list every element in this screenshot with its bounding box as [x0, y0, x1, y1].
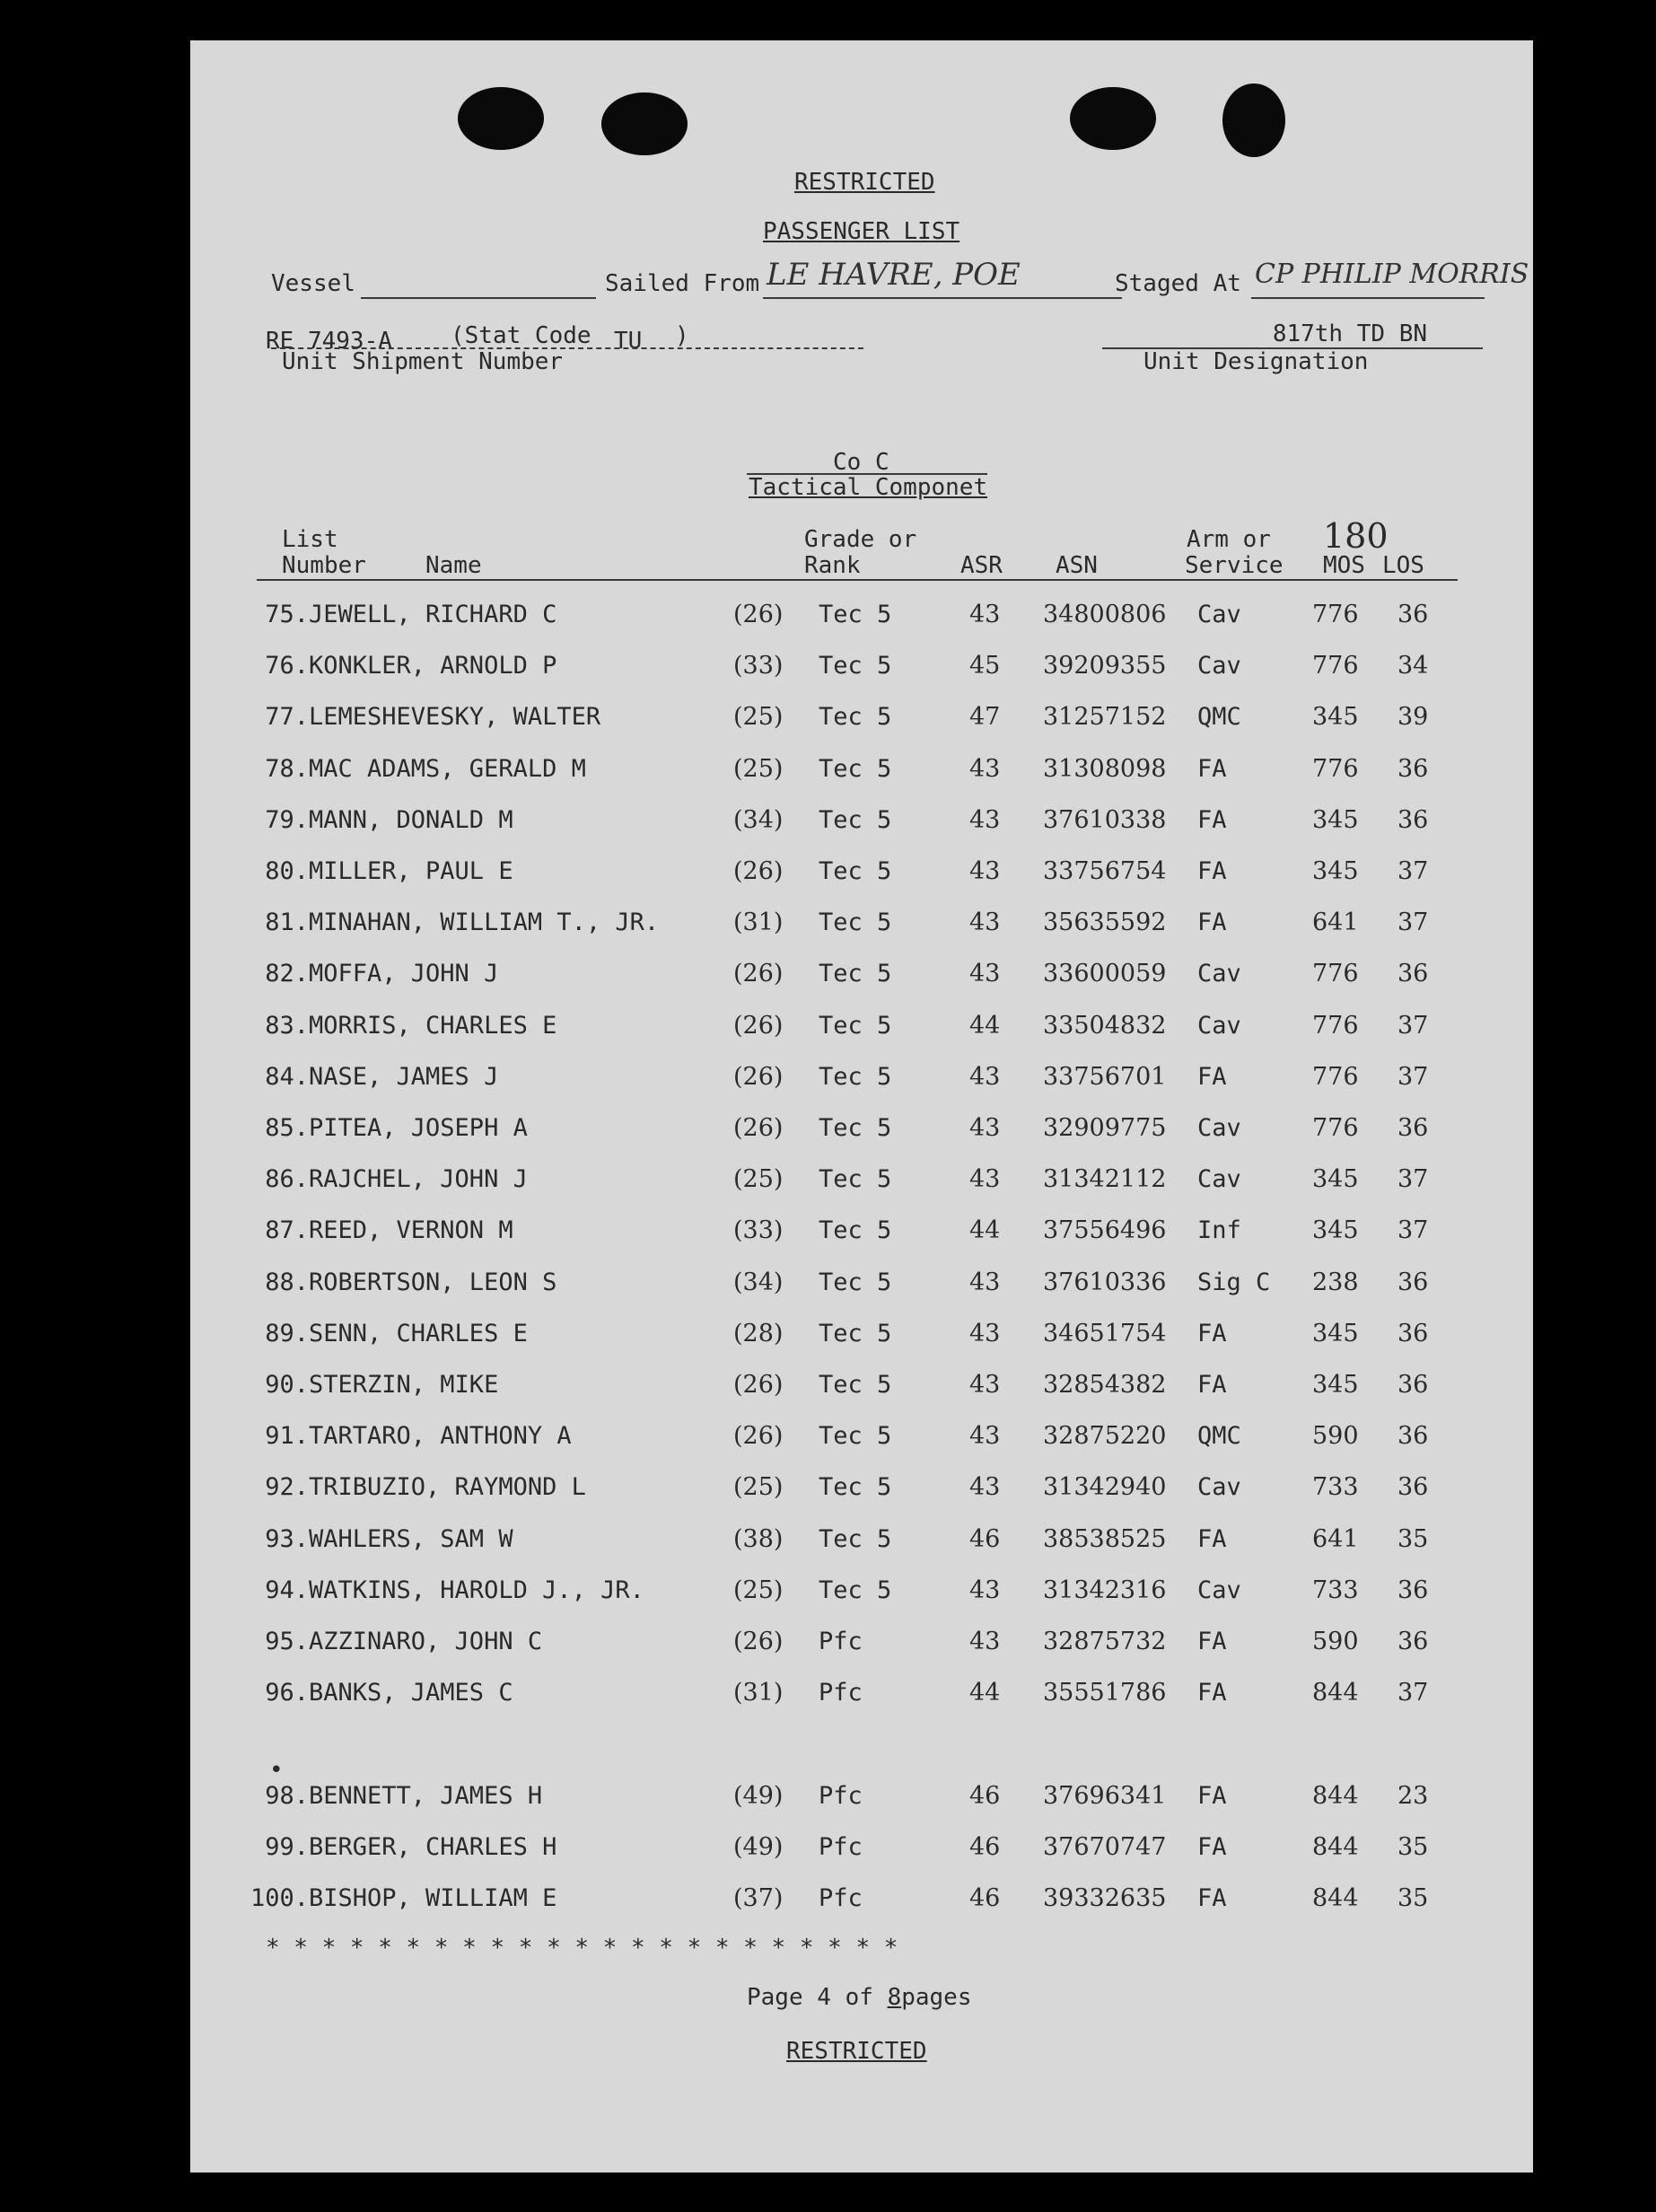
los: 37	[1398, 1011, 1429, 1040]
grade: Pfc	[819, 1781, 863, 1810]
column-asr: ASR	[960, 552, 1003, 579]
table-row	[190, 1778, 1533, 1814]
los: 36	[1398, 1319, 1429, 1347]
asr: 43	[969, 1165, 1001, 1194]
handwritten-count: 180	[1323, 516, 1389, 556]
asn: 33504832	[1043, 1011, 1167, 1040]
list-number: 76.	[265, 652, 309, 680]
passenger-name: TARTARO, ANTHONY A	[309, 1422, 572, 1451]
arm-or-service: Inf	[1197, 1216, 1241, 1245]
list-number: 82.	[265, 960, 309, 988]
list-number: 80.	[265, 857, 309, 885]
sailed-from-value: LE HAVRE, POE	[767, 257, 1021, 293]
passenger-name: MANN, DONALD M	[309, 805, 513, 834]
list-number: 88.	[265, 1268, 309, 1296]
asr: 46	[969, 1832, 1001, 1861]
passenger-name: WATKINS, HAROLD J., JR.	[309, 1576, 644, 1604]
arm-or-service: FA	[1197, 857, 1227, 885]
column-list-number-line1: List	[282, 526, 338, 553]
asr: 43	[969, 1062, 1001, 1091]
arm-or-service: Cav	[1197, 601, 1241, 628]
asn: 31308098	[1043, 754, 1167, 783]
table-row	[190, 854, 1533, 890]
grade: Pfc	[819, 1884, 863, 1912]
arm-or-service: FA	[1197, 1319, 1227, 1347]
age: (26)	[733, 1062, 784, 1091]
page-total: 8	[887, 1984, 902, 2011]
asn: 33756754	[1043, 857, 1167, 885]
table-row	[190, 1367, 1533, 1403]
age: (26)	[733, 1114, 784, 1142]
restricted-marking-bottom: RESTRICTED	[786, 2038, 927, 2065]
asn: 39332635	[1043, 1884, 1167, 1912]
age: (26)	[733, 960, 784, 988]
asr: 43	[969, 908, 1001, 937]
sailed-from-line	[763, 297, 1122, 299]
passenger-name: AZZINARO, JOHN C	[309, 1628, 543, 1655]
age: (49)	[733, 1781, 784, 1810]
asr: 43	[969, 1268, 1001, 1296]
grade: Tec 5	[819, 857, 892, 885]
grade: Tec 5	[819, 1114, 892, 1142]
asn: 33600059	[1043, 960, 1167, 988]
column-name: Name	[425, 552, 482, 579]
age: (26)	[733, 857, 784, 885]
vessel-field-line	[361, 297, 596, 299]
asr: 46	[969, 1781, 1001, 1810]
asn: 31342316	[1043, 1576, 1167, 1604]
passenger-name: BENNETT, JAMES H	[309, 1781, 543, 1810]
los: 36	[1398, 1268, 1429, 1296]
passenger-name: MINAHAN, WILLIAM T., JR.	[309, 908, 660, 937]
passenger-name: KONKLER, ARNOLD P	[309, 652, 557, 680]
asr: 43	[969, 1319, 1001, 1347]
grade: Tec 5	[819, 1062, 892, 1091]
arm-or-service: FA	[1197, 1371, 1227, 1399]
los: 36	[1398, 1371, 1429, 1399]
asr: 43	[969, 960, 1001, 988]
list-number: 81.	[265, 908, 309, 937]
arm-or-service: Cav	[1197, 652, 1241, 680]
passenger-name: NASE, JAMES J	[309, 1062, 499, 1091]
los: 36	[1398, 1114, 1429, 1142]
asn: 32875732	[1043, 1628, 1167, 1655]
table-row	[190, 699, 1533, 735]
arm-or-service: FA	[1197, 1679, 1227, 1707]
arm-or-service: QMC	[1197, 1422, 1241, 1451]
asr: 43	[969, 805, 1001, 834]
passenger-name: TRIBUZIO, RAYMOND L	[309, 1473, 586, 1502]
asn: 34800806	[1043, 601, 1167, 628]
los: 36	[1398, 754, 1429, 783]
stat-code-value: TU	[614, 328, 643, 355]
list-number: 79.	[265, 805, 309, 834]
grade: Pfc	[819, 1679, 863, 1707]
los: 36	[1398, 601, 1429, 628]
asn: 34651754	[1043, 1319, 1167, 1347]
mos: 733	[1312, 1576, 1359, 1604]
age: (25)	[733, 754, 784, 783]
los: 37	[1398, 908, 1429, 937]
grade: Pfc	[819, 1628, 863, 1655]
list-number: 78.	[265, 754, 309, 783]
age: (26)	[733, 1011, 784, 1040]
asn: 31342112	[1043, 1165, 1167, 1194]
mos: 776	[1312, 601, 1359, 628]
company-label: Co C	[833, 449, 889, 476]
list-number: 92.	[265, 1473, 309, 1502]
arm-or-service: FA	[1197, 1884, 1227, 1912]
los: 37	[1398, 1679, 1429, 1707]
unit-shipment-number: RE 7493-A	[266, 328, 392, 355]
age: (28)	[733, 1319, 784, 1347]
table-row	[190, 1830, 1533, 1865]
mos: 345	[1312, 805, 1359, 834]
grade: Tec 5	[819, 1216, 892, 1245]
list-number: 100.	[250, 1884, 309, 1912]
asn: 31257152	[1043, 703, 1167, 732]
age: (26)	[733, 601, 784, 628]
table-row	[190, 1059, 1533, 1095]
mos: 590	[1312, 1422, 1359, 1451]
table-row	[190, 956, 1533, 992]
sailed-from-label: Sailed From	[605, 270, 760, 297]
mos: 345	[1312, 1165, 1359, 1194]
los: 37	[1398, 1216, 1429, 1245]
asr: 45	[969, 652, 1001, 680]
arm-or-service: FA	[1197, 1832, 1227, 1861]
mos: 590	[1312, 1628, 1359, 1655]
grade: Tec 5	[819, 1524, 892, 1553]
list-number: 85.	[265, 1114, 309, 1142]
end-of-list-stars: * * * * * * * * * * * * * * * * * * * * * * *	[266, 1935, 898, 1962]
age: (34)	[733, 805, 784, 834]
list-number: 87.	[265, 1216, 309, 1245]
grade: Tec 5	[819, 754, 892, 783]
stat-code-label: (Stat Code	[451, 322, 591, 349]
column-grade-line1: Grade or	[804, 526, 917, 553]
asn: 38538525	[1043, 1524, 1167, 1553]
passenger-name: WAHLERS, SAM W	[309, 1524, 513, 1553]
list-number: 77.	[265, 703, 309, 732]
passenger-name: BANKS, JAMES C	[309, 1679, 513, 1707]
asn: 33756701	[1043, 1062, 1167, 1091]
asr: 43	[969, 1628, 1001, 1655]
asr: 46	[969, 1524, 1001, 1553]
column-grade-line2: Rank	[804, 552, 861, 579]
asr: 43	[969, 754, 1001, 783]
punch-hole	[1070, 87, 1156, 150]
los: 37	[1398, 857, 1429, 885]
table-row	[190, 905, 1533, 941]
list-number: 96.	[265, 1679, 309, 1707]
table-row	[190, 1316, 1533, 1352]
page-number: 4	[817, 1984, 831, 2011]
column-asn: ASN	[1056, 552, 1098, 579]
los: 36	[1398, 1422, 1429, 1451]
table-row	[190, 597, 1533, 633]
los: 36	[1398, 1473, 1429, 1502]
mos: 345	[1312, 857, 1359, 885]
arm-or-service: Cav	[1197, 1576, 1241, 1604]
table-row	[190, 1470, 1533, 1505]
los: 36	[1398, 1576, 1429, 1604]
mos: 844	[1312, 1679, 1359, 1707]
arm-or-service: FA	[1197, 754, 1227, 783]
asr: 47	[969, 703, 1001, 732]
asr: 44	[969, 1216, 1001, 1245]
grade: Tec 5	[819, 805, 892, 834]
passenger-name: PITEA, JOSEPH A	[309, 1114, 528, 1142]
table-row	[190, 1522, 1533, 1558]
mos: 345	[1312, 703, 1359, 732]
restricted-marking-top: RESTRICTED	[794, 169, 935, 196]
mos: 238	[1312, 1268, 1359, 1296]
grade: Tec 5	[819, 1268, 892, 1296]
mos: 776	[1312, 960, 1359, 988]
page-of: of	[845, 1984, 873, 2011]
asn: 37610336	[1043, 1268, 1167, 1296]
grade: Tec 5	[819, 1165, 892, 1194]
list-number: 95.	[265, 1628, 309, 1655]
table-row	[190, 1881, 1533, 1917]
mos: 776	[1312, 1114, 1359, 1142]
unit-designation-label: Unit Designation	[1143, 348, 1369, 375]
blank-entry-dot: •	[269, 1757, 284, 1784]
mos: 776	[1312, 652, 1359, 680]
passenger-name: MILLER, PAUL E	[309, 857, 513, 885]
grade: Tec 5	[819, 1576, 892, 1604]
list-number: 94.	[265, 1576, 309, 1604]
punch-hole	[458, 87, 544, 150]
los: 35	[1398, 1832, 1429, 1861]
passenger-name: MOFFA, JOHN J	[309, 960, 499, 988]
grade: Tec 5	[819, 1011, 892, 1040]
table-row	[190, 751, 1533, 787]
passenger-name: LEMESHEVESKY, WALTER	[309, 703, 601, 732]
los: 37	[1398, 1062, 1429, 1091]
age: (25)	[733, 1576, 784, 1604]
age: (25)	[733, 703, 784, 732]
asn: 31342940	[1043, 1473, 1167, 1502]
mos: 776	[1312, 1062, 1359, 1091]
table-row	[190, 1418, 1533, 1454]
vessel-label: Vessel	[271, 270, 355, 297]
header-rule	[257, 579, 1458, 581]
mos: 733	[1312, 1473, 1359, 1502]
table-row	[190, 1265, 1533, 1301]
document-sheet	[190, 40, 1533, 2172]
grade: Tec 5	[819, 1319, 892, 1347]
asr: 44	[969, 1679, 1001, 1707]
asr: 44	[969, 1011, 1001, 1040]
list-number: 83.	[265, 1011, 309, 1040]
passenger-name: SENN, CHARLES E	[309, 1319, 528, 1347]
passenger-name: MORRIS, CHARLES E	[309, 1011, 557, 1040]
grade: Tec 5	[819, 908, 892, 937]
list-number: 90.	[265, 1371, 309, 1399]
column-mos: MOS	[1323, 552, 1365, 579]
staged-at-line	[1251, 297, 1485, 299]
passenger-name: REED, VERNON M	[309, 1216, 513, 1245]
document-title: PASSENGER LIST	[763, 218, 960, 245]
staged-at-label: Staged At	[1115, 270, 1241, 297]
page-prefix: Page	[747, 1984, 803, 2011]
asn: 37696341	[1043, 1781, 1167, 1810]
age: (25)	[733, 1165, 784, 1194]
passenger-name: BERGER, CHARLES H	[309, 1832, 557, 1861]
list-number: 86.	[265, 1165, 309, 1194]
age: (49)	[733, 1832, 784, 1861]
table-row	[190, 1162, 1533, 1198]
los: 35	[1398, 1884, 1429, 1912]
age: (34)	[733, 1268, 784, 1296]
arm-or-service: FA	[1197, 1628, 1227, 1655]
grade: Tec 5	[819, 960, 892, 988]
mos: 844	[1312, 1781, 1359, 1810]
list-number: 99.	[265, 1832, 309, 1861]
mos: 844	[1312, 1884, 1359, 1912]
grade: Tec 5	[819, 703, 892, 732]
arm-or-service: Cav	[1197, 1165, 1241, 1194]
age: (26)	[733, 1422, 784, 1451]
los: 36	[1398, 805, 1429, 834]
los: 36	[1398, 1628, 1429, 1655]
asn: 37610338	[1043, 805, 1167, 834]
table-row	[190, 648, 1533, 684]
asn: 37670747	[1043, 1832, 1167, 1861]
passenger-name: MAC ADAMS, GERALD M	[309, 754, 586, 783]
staged-at-value: CP PHILIP MORRIS	[1255, 259, 1529, 290]
asn: 35635592	[1043, 908, 1167, 937]
grade: Tec 5	[819, 1371, 892, 1399]
asr: 43	[969, 1576, 1001, 1604]
column-arm-line2: Service	[1185, 552, 1284, 579]
table-row	[190, 1624, 1533, 1660]
table-row	[190, 1008, 1533, 1044]
los: 34	[1398, 652, 1429, 680]
asn: 35551786	[1043, 1679, 1167, 1707]
arm-or-service: Sig C	[1197, 1268, 1271, 1296]
asr: 43	[969, 857, 1001, 885]
table-row	[190, 1675, 1533, 1711]
mos: 776	[1312, 754, 1359, 783]
age: (31)	[733, 1679, 784, 1707]
passenger-name: STERZIN, MIKE	[309, 1371, 499, 1399]
column-list-number-line2: Number	[282, 552, 366, 579]
los: 23	[1398, 1781, 1429, 1810]
table-row	[190, 1213, 1533, 1249]
age: (38)	[733, 1524, 784, 1553]
arm-or-service: FA	[1197, 805, 1227, 834]
asr: 43	[969, 1371, 1001, 1399]
arm-or-service: Cav	[1197, 960, 1241, 988]
age: (25)	[733, 1473, 784, 1502]
stat-code-close: )	[675, 322, 689, 349]
mos: 641	[1312, 1524, 1359, 1553]
arm-or-service: FA	[1197, 908, 1227, 937]
mos: 345	[1312, 1371, 1359, 1399]
los: 35	[1398, 1524, 1429, 1553]
grade: Tec 5	[819, 601, 892, 628]
age: (37)	[733, 1884, 784, 1912]
list-number: 84.	[265, 1062, 309, 1091]
los: 37	[1398, 1165, 1429, 1194]
passenger-name: RAJCHEL, JOHN J	[309, 1165, 528, 1194]
asn: 32875220	[1043, 1422, 1167, 1451]
page-suffix: pages	[901, 1984, 972, 2011]
asn: 32909775	[1043, 1114, 1167, 1142]
passenger-name: BISHOP, WILLIAM E	[309, 1884, 557, 1912]
column-los: LOS	[1382, 552, 1424, 579]
asr: 43	[969, 1114, 1001, 1142]
arm-or-service: FA	[1197, 1062, 1227, 1091]
grade: Pfc	[819, 1832, 863, 1861]
table-row	[190, 1110, 1533, 1146]
los: 36	[1398, 960, 1429, 988]
page-counter	[747, 1984, 972, 2011]
asr: 43	[969, 1422, 1001, 1451]
list-number: 75.	[265, 601, 309, 628]
arm-or-service: FA	[1197, 1524, 1227, 1553]
mos: 345	[1312, 1319, 1359, 1347]
list-number: 93.	[265, 1524, 309, 1553]
asn: 32854382	[1043, 1371, 1167, 1399]
arm-or-service: QMC	[1197, 703, 1241, 732]
mos: 844	[1312, 1832, 1359, 1861]
mos: 776	[1312, 1011, 1359, 1040]
age: (33)	[733, 652, 784, 680]
table-row	[190, 1573, 1533, 1609]
punch-hole	[1222, 83, 1285, 157]
age: (33)	[733, 1216, 784, 1245]
arm-or-service: Cav	[1197, 1473, 1241, 1502]
arm-or-service: Cav	[1197, 1011, 1241, 1040]
age: (26)	[733, 1628, 784, 1655]
asn: 39209355	[1043, 652, 1167, 680]
grade: Tec 5	[819, 652, 892, 680]
unit-designation-value: 817th TD BN	[1272, 320, 1427, 347]
list-number: 98.	[265, 1781, 309, 1810]
component-label: Tactical Componet	[749, 474, 988, 501]
age: (26)	[733, 1371, 784, 1399]
asr: 43	[969, 1473, 1001, 1502]
asr: 46	[969, 1884, 1001, 1912]
column-arm-line1: Arm or	[1187, 526, 1271, 553]
grade: Tec 5	[819, 1473, 892, 1502]
grade: Tec 5	[819, 1422, 892, 1451]
arm-or-service: FA	[1197, 1781, 1227, 1810]
punch-hole	[601, 92, 688, 155]
asn: 37556496	[1043, 1216, 1167, 1245]
passenger-name: JEWELL, RICHARD C	[309, 601, 557, 628]
list-number: 89.	[265, 1319, 309, 1347]
asr: 43	[969, 601, 1001, 628]
passenger-name: ROBERTSON, LEON S	[309, 1268, 557, 1296]
mos: 345	[1312, 1216, 1359, 1245]
age: (31)	[733, 908, 784, 937]
unit-shipment-label: Unit Shipment Number	[282, 348, 564, 375]
arm-or-service: Cav	[1197, 1114, 1241, 1142]
los: 39	[1398, 703, 1429, 732]
table-row	[190, 803, 1533, 838]
mos: 641	[1312, 908, 1359, 937]
list-number: 91.	[265, 1422, 309, 1451]
